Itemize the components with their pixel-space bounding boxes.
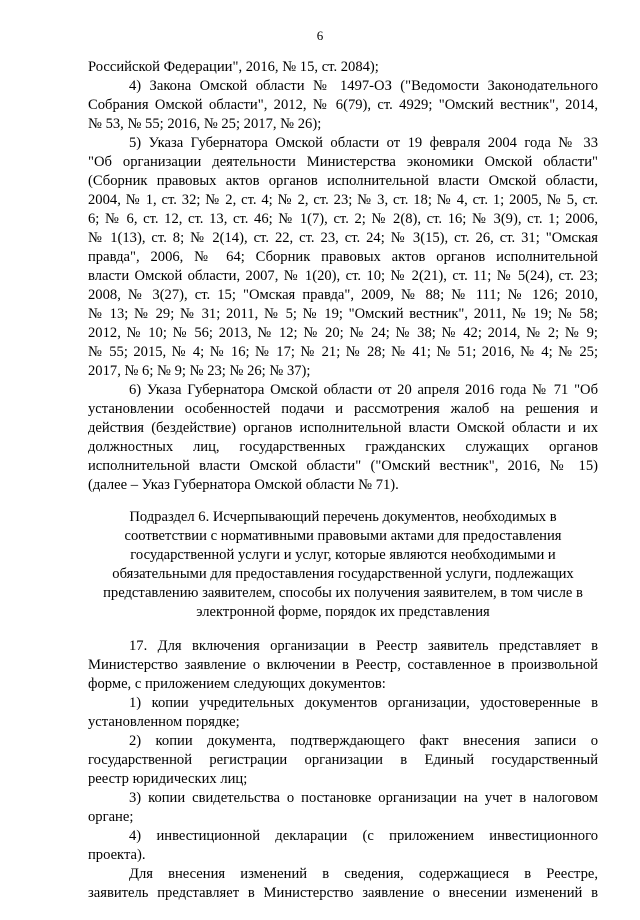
text-line: реестр юридических лиц; bbox=[88, 771, 248, 787]
text-line: действия (бездействие) органов исполнительной власти Омской области и их bbox=[88, 420, 598, 436]
text-line: правда", 2006, № 64; Сборник правовых актов органов исполнительной bbox=[88, 249, 598, 265]
text-line: исполнительной власти Омской области" ("Омский вестник", 2016, № 15) bbox=[88, 458, 598, 474]
text-line: (далее – Указ Губернатора Омской области № 71). bbox=[88, 477, 399, 493]
text-line: 2) копии документа, подтверждающего факт внесения записи о bbox=[129, 733, 598, 749]
text-line: 2012, № 10; № 56; 2013, № 12; № 20; № 24; № 38; № 42; 2014, № 2; № 9; bbox=[88, 325, 598, 341]
text-line: 2017, № 6; № 9; № 23; № 26; № 37); bbox=[88, 363, 311, 379]
subsection-heading-line: соответствии с нормативными правовыми актами для предоставления bbox=[124, 528, 562, 544]
subsection-heading-line: Подраздел 6. Исчерпывающий перечень документов, необходимых в bbox=[129, 509, 557, 525]
text-line: власти Омской области, 2007, № 1(20), ст. 10; № 2(21), ст. 11; № 5(24), ст. 23; bbox=[88, 268, 598, 284]
subsection-heading-line: государственной услуги и услуг, которые являются необходимыми и bbox=[130, 547, 556, 563]
text-line: 1) копии учредительных документов организации, удостоверенные в bbox=[129, 695, 598, 711]
text-line: 2004, № 1, ст. 32; № 2, ст. 4; № 2, ст. 23; № 3, ст. 18; № 4, ст. 1; 2005, № 5, ст. bbox=[88, 192, 598, 208]
text-line: "Об организации деятельности Министерства экономики Омской области" bbox=[88, 154, 598, 170]
subsection-heading-line: электронной форме, порядок их представления bbox=[196, 604, 490, 620]
text-line: № 55; 2015, № 4; № 16; № 17; № 21; № 28; № 41; № 51; 2016, № 4; № 25; bbox=[88, 344, 598, 360]
text-line: № 1(13), ст. 8; № 2(14), ст. 22, ст. 23, ст. 24; № 3(15), ст. 26, ст. 31; "Омская bbox=[88, 230, 598, 246]
subsection-heading-line: представлению заявителем, способы их получения заявителем, в том числе в bbox=[103, 585, 583, 601]
text-line: № 13; № 29; № 31; 2011, № 5; № 19; "Омский вестник", 2011, № 19; № 58; bbox=[88, 306, 598, 322]
text-line: форме, с приложением следующих документов: bbox=[88, 676, 386, 692]
text-line: 4) Закона Омской области № 1497-ОЗ ("Ведомости Законодательного bbox=[129, 78, 598, 94]
text-line: Собрания Омской области", 2012, № 6(79), ст. 4929; "Омский вестник", 2014, bbox=[88, 97, 598, 113]
text-line: установлении особенностей подачи и рассмотрения жалоб на решения и bbox=[88, 401, 598, 417]
text-line: органе; bbox=[88, 809, 134, 825]
text-line: проекта). bbox=[88, 847, 146, 863]
subsection-heading-line: обязательными для предоставления государственной услуги, подлежащих bbox=[112, 566, 574, 582]
text-line: Для внесения изменений в сведения, содержащиеся в Реестре, bbox=[129, 866, 598, 882]
text-line: 17. Для включения организации в Реестр заявитель представляет в bbox=[129, 638, 598, 654]
text-line: Министерство заявление о включении в Реестр, составленное в произвольной bbox=[88, 657, 598, 673]
text-line: 5) Указа Губернатора Омской области от 19 февраля 2004 года № 33 bbox=[129, 135, 598, 151]
text-line: должностных лиц, государственных гражданских служащих органов bbox=[88, 439, 598, 455]
text-line: 2008, № 3(27), ст. 15; "Омская правда", 2009, № 88; № 111; № 126; 2010, bbox=[88, 287, 598, 303]
text-line: 6; № 6, ст. 12, ст. 13, ст. 46; № 1(7), ст. 2; № 2(8), ст. 16; № 3(9), ст. 1; 2006, bbox=[88, 211, 598, 227]
page-number: 6 bbox=[316, 28, 324, 43]
text-line: 4) инвестиционной декларации (с приложением инвестиционного bbox=[129, 828, 598, 844]
text-line: государственной регистрации организации в Единый государственный bbox=[88, 752, 598, 768]
text-line: заявитель представляет в Министерство заявление о внесении изменений в bbox=[88, 885, 598, 901]
text-line: № 53, № 55; 2016, № 25; 2017, № 26); bbox=[88, 116, 322, 132]
text-line: 6) Указа Губернатора Омской области от 20 апреля 2016 года № 71 "Об bbox=[129, 382, 598, 398]
text-line: (Сборник правовых актов органов исполнительной власти Омской области, bbox=[88, 173, 598, 189]
text-line: Российской Федерации", 2016, № 15, ст. 2084); bbox=[88, 59, 379, 75]
text-line: установленном порядке; bbox=[88, 714, 240, 730]
text-line: 3) копии свидетельства о постановке организации на учет в налоговом bbox=[129, 790, 598, 806]
